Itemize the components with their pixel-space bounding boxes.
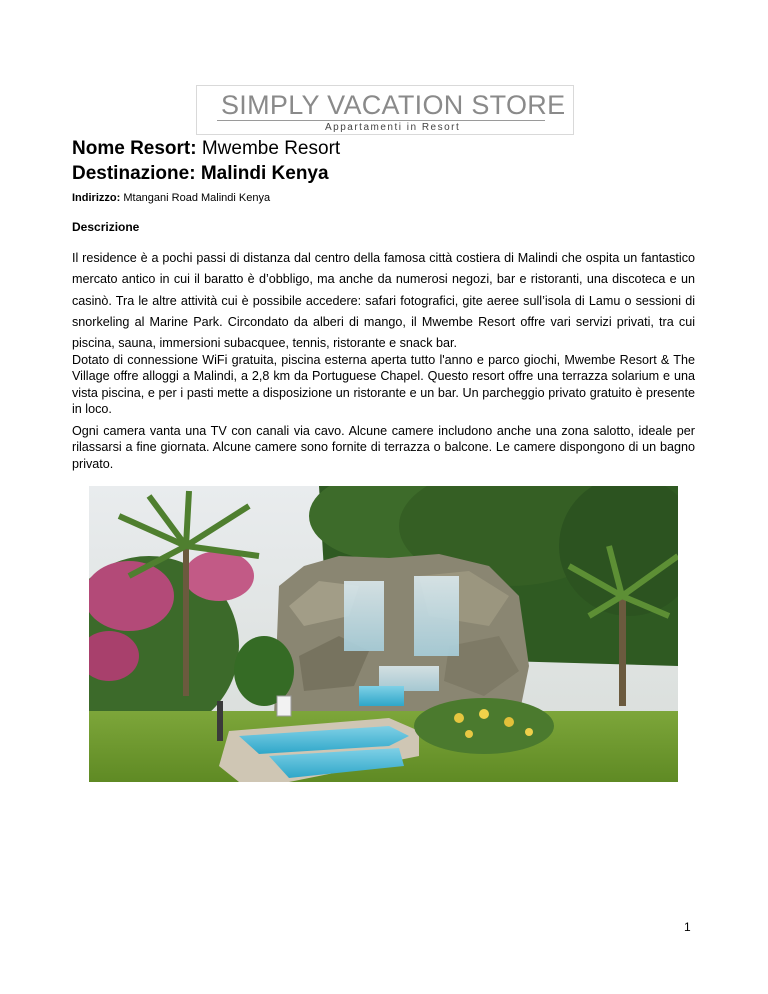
resort-name-label: Nome Resort:: [72, 138, 197, 159]
resort-name-line: [72, 138, 340, 160]
description-paragraph: Ogni camera vanta una TV con canali via cavo. Alcune camere includono anche una zona salotto, ideale per rilassarsi a fine giornata. Alcune camere sono fornite di terrazza o balcone. Le camere dispongono di un bagno privato.: [72, 424, 695, 471]
address-value: Mtangani Road Malindi Kenya: [123, 192, 271, 204]
address-line: [72, 191, 270, 205]
description-paragraph: Dotato di connessione WiFi gratuita, piscina esterna aperta tutto l'anno e parco giochi, Mwembe Resort & The Village offre alloggi a Malindi, a 2,8 km da Portuguese Chapel. Questo resort offre una terrazza solarium e una vista piscina, e per i pasti mette a disposizione un ristorante e un bar. Un parcheggio privato gratuito è presente in loco.: [72, 353, 695, 416]
address-label: Indirizzo:: [72, 192, 121, 204]
logo-main-text: SIMPLY VACATION STORE: [221, 90, 566, 120]
destination-value: Malindi Kenya: [200, 163, 329, 184]
destination-label: Destinazione:: [72, 163, 196, 184]
description-heading: Descrizione: [72, 220, 140, 234]
destination-line: [72, 163, 329, 185]
logo-subtitle: Appartamenti in Resort: [325, 122, 461, 133]
description-paragraph: Il residence è a pochi passi di distanza dal centro della famosa città costiera di Malindi che ospita un fantastico mercato antico in cui il baratto è d’obbligo, ma anche da numerosi negozi, bar e ristoranti, una discoteca e un casinò. Tra le altre attività cui è possibile accedere: safari fotografici, gite aeree sull’isola di Lamu o sessioni di snorkeling al Marine Park. Circondato da alberi di mango, il Mwembe Resort offre vari servizi privati, tra cui piscina, sauna, immersioni subacquee, tennis, ristorante e snack bar.: [72, 251, 695, 351]
resort-waterfall-photo: [89, 486, 678, 782]
page-number: 1: [684, 920, 691, 934]
resort-name-value: Mwembe Resort: [201, 138, 341, 159]
simply-vacation-store-logo: [196, 85, 574, 135]
